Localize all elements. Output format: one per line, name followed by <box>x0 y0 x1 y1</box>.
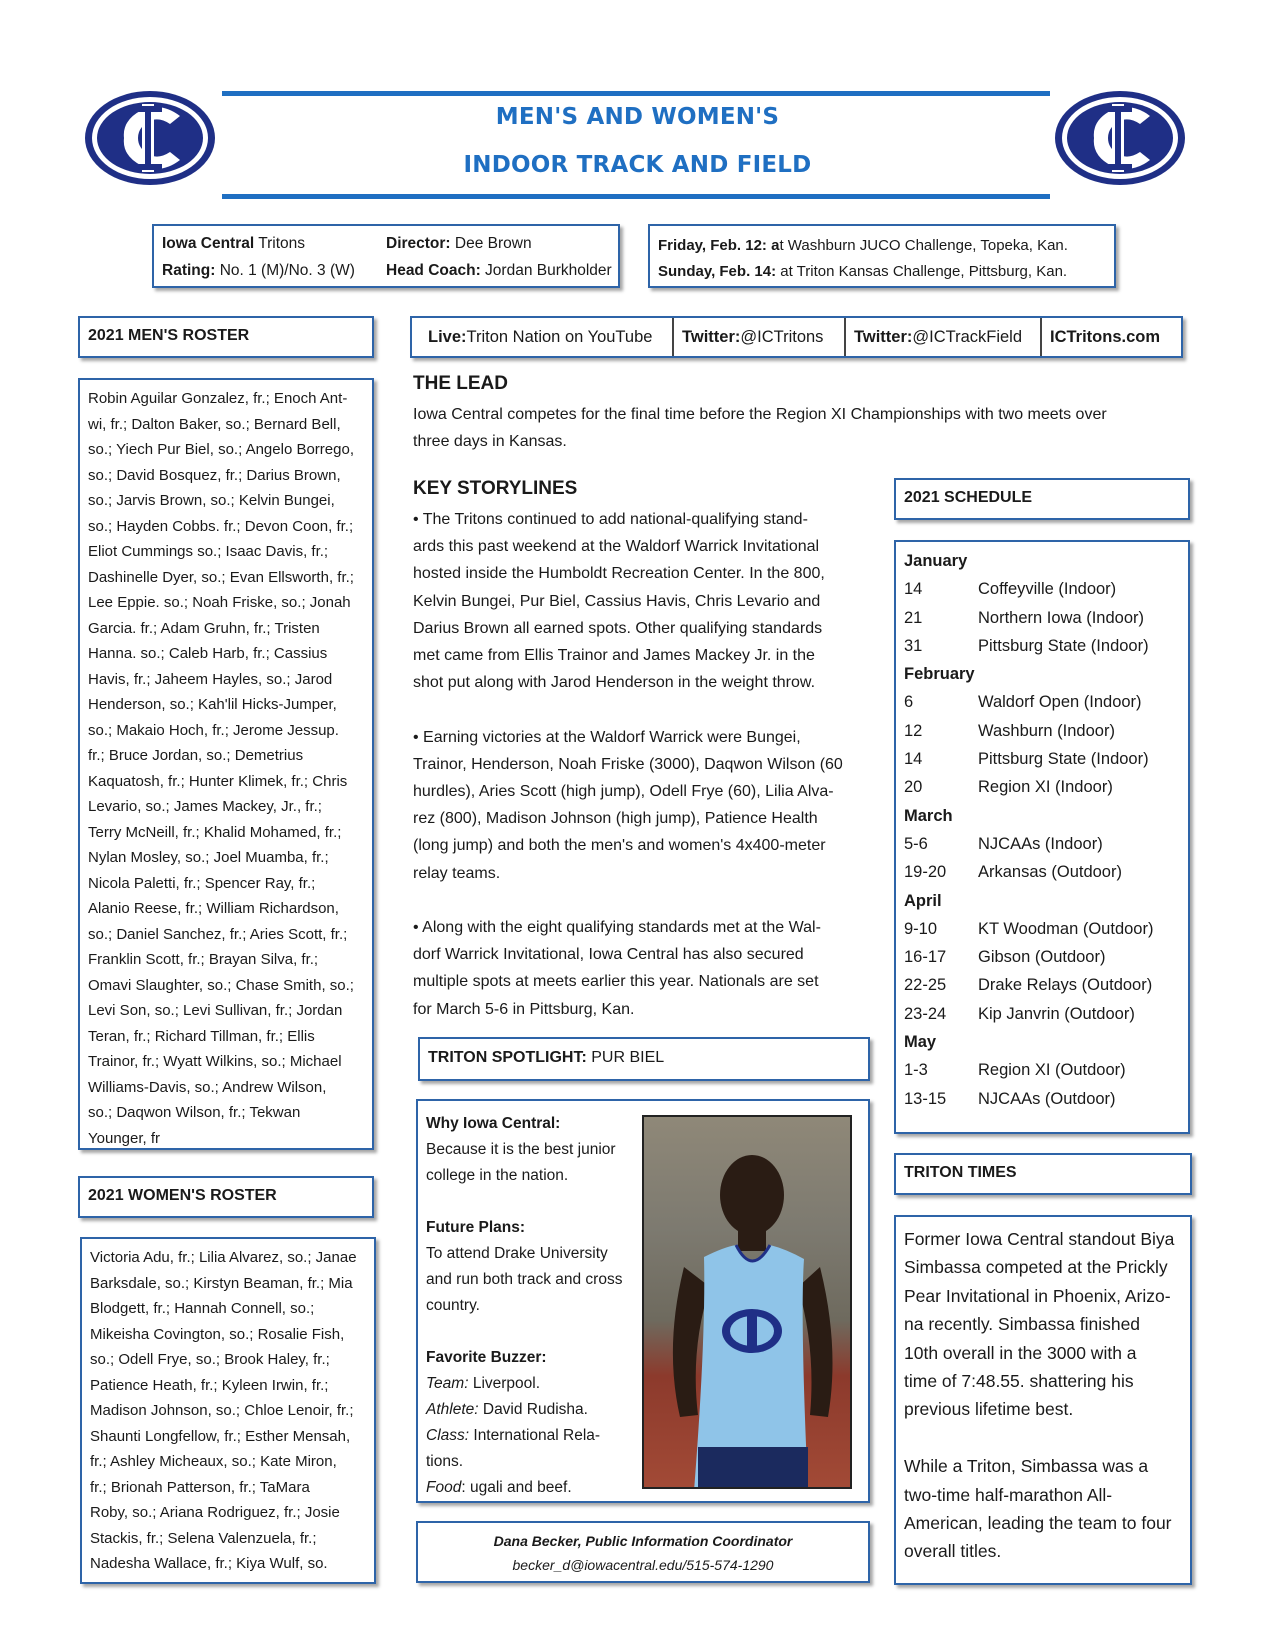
roster-line: Garcia. fr.; Adam Gruhn, fr.; Tristen <box>88 619 320 637</box>
team-head-coach: Head Coach: Jordan Burkholder <box>386 262 612 279</box>
schedule-event: KT Woodman (Outdoor) <box>978 919 1154 938</box>
schedule-event: Gibson (Outdoor) <box>978 948 1106 967</box>
plans-line: To attend Drake University <box>426 1245 608 1262</box>
schedule-month: January <box>904 552 968 570</box>
roster-line: Alanio Reese, fr.; William Richardson, <box>88 900 339 917</box>
roster-line: Barksdale, so.; Kirstyn Beaman, fr.; Mia <box>90 1274 353 1292</box>
roster-line: Levi Son, so.; Levi Sullivan, fr.; Jordan <box>88 1002 343 1019</box>
roster-line: fr.; Bruce Jordan, so.; Demetrius <box>88 747 304 764</box>
twitter-trackfield-link[interactable]: Twitter: @ICTrackField <box>854 327 1023 346</box>
times-header: TRITON TIMES <box>894 1153 1192 1195</box>
storylines-body <box>413 506 873 1023</box>
storyline-line: met came from Ellis Trainor and James Mackey Jr. in the <box>413 647 815 665</box>
times-line: 10th overall in the 3000 with a <box>904 1342 1137 1363</box>
team-director: Director: Dee Brown <box>386 235 532 252</box>
schedule-event: Pittsburg State (Indoor) <box>978 636 1149 655</box>
roster-line: Terry McNeill, fr.; Khalid Mohamed, fr.; <box>88 823 342 841</box>
buzzer-food: Food: ugali and beef. <box>426 1479 572 1496</box>
roster-line: so.; Yiech Pur Biel, so.; Angelo Borrego, <box>88 441 354 458</box>
roster-line: Kaquatosh, fr.; Hunter Klimek, fr.; Chris <box>88 772 348 790</box>
spotlight-body <box>416 1099 870 1503</box>
schedule-date: 22-25 <box>904 976 947 995</box>
header-rule-bottom <box>222 194 1050 199</box>
storyline-line: Trainor, Henderson, Noah Friske (3000), Daqwon Wilson (60 <box>413 755 843 773</box>
roster-line: Madison Johnson, so.; Chloe Lenoir, fr.; <box>90 1402 354 1419</box>
schedule-event: Washburn (Indoor) <box>978 721 1115 740</box>
schedule-row <box>904 858 1180 886</box>
storyline-line: Kelvin Bungei, Pur Biel, Cassius Havis, Chris Levario and <box>413 592 821 610</box>
contact-box <box>416 1521 870 1583</box>
roster-line: fr.; Brionah Patterson, fr.; TaMara <box>90 1478 310 1496</box>
lead-title: THE LEAD <box>413 373 508 394</box>
storyline-line: • Earning victories at the Waldorf Warrick were Bungei, <box>413 728 801 746</box>
buzzer-label: Favorite Buzzer: <box>426 1349 547 1366</box>
schedule-event: NJCAAs (Indoor) <box>978 834 1103 853</box>
schedule-row <box>904 943 1180 971</box>
plans-line: country. <box>426 1297 480 1314</box>
storyline-line: Darius Brown all earned spots. Other qualifying standards <box>413 619 823 637</box>
times-line: Former Iowa Central standout Biya <box>904 1229 1175 1249</box>
schedule-event: Coffeyville (Indoor) <box>978 580 1117 599</box>
storyline-line: dorf Warrick Invitational, Iowa Central has also secured <box>413 946 804 964</box>
spotlight-header: TRITON SPOTLIGHT: PUR BIEL <box>418 1037 870 1081</box>
roster-line: so.; Daqwon Wilson, fr.; Tekwan <box>88 1104 301 1121</box>
lead-body <box>413 401 1173 455</box>
roster-line: Lee Eppie. so.; Noah Friske, so.; Jonah <box>88 594 351 611</box>
header-rule-top <box>222 91 1050 96</box>
roster-line: Williams-Davis, so.; Andrew Wilson, <box>88 1078 327 1096</box>
schedule-row <box>904 830 1180 858</box>
roster-line: fr.; Ashley Micheaux, so.; Kate Miron, <box>90 1453 337 1470</box>
roster-line: Nylan Mosley, so.; Joel Muamba, fr.; <box>88 849 329 866</box>
storylines-title: KEY STORYLINES <box>413 478 578 499</box>
storyline-line: hosted inside the Humboldt Recreation Center. In the 800, <box>413 565 825 583</box>
schedule-event: Pittsburg State (Indoor) <box>978 750 1149 769</box>
storyline-line: (long jump) and both the men's and women's 4x400-meter <box>413 837 826 855</box>
event-friday: Friday, Feb. 12: at Washburn JUCO Challenge, Topeka, Kan. <box>658 237 1068 254</box>
schedule-date: 20 <box>904 778 923 797</box>
schedule-row <box>904 575 1180 603</box>
womens-roster-header: 2021 WOMEN'S ROSTER <box>78 1176 374 1218</box>
buzzer-team: Team: Liverpool. <box>426 1375 541 1392</box>
roster-line: Stackis, fr.; Selena Valenzuela, fr.; <box>90 1529 317 1547</box>
athlete-photo <box>642 1115 852 1489</box>
schedule-date: 21 <box>904 608 923 627</box>
social-divider <box>1040 318 1042 356</box>
storyline-line: shot put along with Jarod Henderson in the weight throw. <box>413 674 816 692</box>
times-line: Simbassa competed at the Prickly <box>904 1257 1168 1278</box>
times-line: While a Triton, Simbassa was a <box>904 1456 1149 1477</box>
storyline-line: • Along with the eight qualifying standards met at the Wal- <box>413 919 821 937</box>
times-line: overall titles. <box>904 1541 1002 1562</box>
lead-line: Iowa Central competes for the final time before the Region XI Championships with two meets over <box>413 406 1107 423</box>
roster-line: Mikeisha Covington, so.; Rosalie Fish, <box>90 1325 345 1343</box>
roster-line: Eliot Cummings so.; Isaac Davis, fr.; <box>88 543 329 560</box>
buzzer-class: Class: International Rela- <box>426 1427 601 1444</box>
schedule-date: 31 <box>904 636 923 655</box>
why-line: Because it is the best junior <box>426 1141 616 1158</box>
times-line: American, leading the team to four <box>904 1513 1172 1534</box>
storyline-line: ards this past weekend at the Waldorf Warrick Invitational <box>413 538 820 556</box>
roster-line: Nadesha Wallace, fr.; Kiya Wulf, so. <box>90 1555 328 1572</box>
times-line: time of 7:48.55. shattering his <box>904 1371 1134 1392</box>
schedule-date: 12 <box>904 721 923 740</box>
schedule-event: NJCAAs (Outdoor) <box>978 1089 1116 1108</box>
roster-line: so.; Daniel Sanchez, fr.; Aries Scott, fr.; <box>88 925 348 943</box>
times-line: two-time half-marathon All- <box>904 1484 1113 1505</box>
roster-line: Levario, so.; James Mackey, Jr., fr.; <box>88 798 322 815</box>
times-line: previous lifetime best. <box>904 1399 1074 1420</box>
plans-line: and run both track and cross <box>426 1271 623 1288</box>
mens-roster-list <box>78 378 374 1150</box>
buzzer-class-cont: tions. <box>426 1453 464 1470</box>
schedule-row <box>904 915 1180 943</box>
schedule-date: 5-6 <box>904 834 928 853</box>
schedule-month: March <box>904 806 953 825</box>
storyline-line: hurdles), Aries Scott (high jump), Odell Frye (60), Lilia Alva- <box>413 783 834 801</box>
contact-details[interactable]: becker_d@iowacentral.edu/515-574-1290 <box>512 1557 774 1573</box>
schedule-row <box>904 604 1180 632</box>
schedule-date: 13-15 <box>904 1089 947 1108</box>
roster-line: Roby, so.; Ariana Rodriguez, fr.; Josie <box>90 1504 340 1521</box>
schedule-date: 14 <box>904 580 923 599</box>
roster-line: so.; David Bosquez, fr.; Darius Brown, <box>88 466 341 484</box>
mens-roster-header: 2021 MEN'S ROSTER <box>78 316 374 358</box>
roster-line: Trainor, fr.; Wyatt Wilkins, so.; Michael <box>88 1053 342 1070</box>
times-body <box>894 1215 1192 1585</box>
schedule-row <box>904 1000 1180 1028</box>
roster-line: Victoria Adu, fr.; Lilia Alvarez, so.; Janae <box>90 1249 357 1266</box>
schedule-event: Arkansas (Outdoor) <box>978 863 1122 882</box>
schedule-row <box>904 773 1180 801</box>
storyline-line: for March 5-6 in Pittsburg, Kan. <box>413 1000 635 1018</box>
roster-line: Dashinelle Dyer, so.; Evan Ellsworth, fr.; <box>88 568 354 586</box>
schedule-date: 9-10 <box>904 919 938 938</box>
roster-line: Robin Aguilar Gonzalez, fr.; Enoch Ant- <box>88 390 348 407</box>
schedule-row <box>904 1085 1180 1113</box>
schedule-row <box>904 745 1180 773</box>
roster-line: Shaunti Longfellow, fr.; Esther Mensah, <box>90 1427 351 1445</box>
team-info-box <box>152 224 620 288</box>
schedule-event: Kip Janvrin (Outdoor) <box>978 1004 1135 1023</box>
schedule-date: 16-17 <box>904 948 947 967</box>
why-line: college in the nation. <box>426 1167 569 1184</box>
storyline-line: multiple spots at meets earlier this year. Nationals are set <box>413 973 819 991</box>
schedule-header: 2021 SCHEDULE <box>894 478 1190 520</box>
roster-line: so.; Jarvis Brown, so.; Kelvin Bungei, <box>88 492 335 509</box>
website-link[interactable]: ICTritons.com <box>1050 327 1161 346</box>
schedule-event: Region XI (Outdoor) <box>978 1061 1126 1080</box>
roster-line: wi, fr.; Dalton Baker, so.; Bernard Bell, <box>88 415 341 433</box>
schedule-date: 23-24 <box>904 1004 947 1023</box>
schedule-event: Region XI (Indoor) <box>978 778 1113 797</box>
roster-line: Hanna. so.; Caleb Harb, fr.; Cassius <box>88 645 328 662</box>
schedule-row <box>904 632 1180 660</box>
schedule-list <box>894 540 1190 1134</box>
event-sunday: Sunday, Feb. 14: at Triton Kansas Challenge, Pittsburg, Kan. <box>658 263 1068 280</box>
roster-line: Blodgett, fr.; Hannah Connell, so.; <box>90 1300 315 1317</box>
social-bar <box>410 316 1183 358</box>
contact-name: Dana Becker, Public Information Coordinator <box>493 1533 793 1549</box>
storyline-line: • The Tritons continued to add national-qualifying stand- <box>413 511 808 528</box>
roster-line: Patience Heath, fr.; Kyleen Irwin, fr.; <box>90 1376 329 1394</box>
roster-line: Henderson, so.; Kah'lil Hicks-Jumper, <box>88 696 337 713</box>
buzzer-athlete: Athlete: David Rudisha. <box>426 1401 588 1418</box>
schedule-row <box>904 717 1180 745</box>
roster-line: so.; Hayden Cobbs. fr.; Devon Coon, fr.; <box>88 517 354 535</box>
twitter-tritons-link[interactable]: Twitter: @ICTritons <box>682 327 824 346</box>
events-box <box>648 224 1116 288</box>
roster-line: Franklin Scott, fr.; Brayan Silva, fr.; <box>88 951 319 968</box>
why-label: Why Iowa Central: <box>426 1115 561 1132</box>
schedule-row <box>904 688 1180 716</box>
page-title-line1: MEN'S AND WOMEN'S <box>495 104 780 130</box>
roster-line: Teran, fr.; Richard Tillman, fr.; Ellis <box>88 1027 315 1045</box>
schedule-month: February <box>904 665 975 684</box>
plans-label: Future Plans: <box>426 1219 526 1236</box>
social-divider <box>672 318 674 356</box>
roster-line: Nicola Paletti, fr.; Spencer Ray, fr.; <box>88 874 316 892</box>
schedule-event: Drake Relays (Outdoor) <box>978 976 1153 995</box>
schedule-month: April <box>904 891 942 910</box>
schedule-event: Waldorf Open (Indoor) <box>978 693 1142 712</box>
schedule-date: 19-20 <box>904 863 947 882</box>
times-line: Pear Invitational in Phoenix, Arizo- <box>904 1285 1171 1306</box>
page-title-line2: INDOOR TRACK AND FIELD <box>463 152 812 178</box>
live-link[interactable]: Live: Triton Nation on YouTube <box>428 327 653 346</box>
times-line: na recently. Simbassa finished <box>904 1314 1141 1335</box>
storyline-line: rez (800), Madison Johnson (high jump), Patience Health <box>413 810 818 828</box>
schedule-row <box>904 1056 1180 1084</box>
social-divider <box>844 318 846 356</box>
team-name: Iowa Central Tritons <box>162 235 305 252</box>
storyline-line: relay teams. <box>413 864 501 882</box>
roster-line: so.; Odell Frye, so.; Brook Haley, fr.; <box>90 1351 330 1368</box>
lead-line: three days in Kansas. <box>413 433 567 451</box>
schedule-event: Northern Iowa (Indoor) <box>978 608 1144 627</box>
schedule-date: 1-3 <box>904 1061 928 1080</box>
schedule-month: May <box>904 1033 937 1052</box>
roster-line: so.; Makaio Hoch, fr.; Jerome Jessup. <box>88 721 339 739</box>
womens-roster-list <box>80 1237 376 1584</box>
roster-line: Younger, fr <box>88 1129 161 1147</box>
roster-line: Havis, fr.; Jaheem Hayles, so.; Jarod <box>88 670 333 688</box>
schedule-row <box>904 971 1180 999</box>
team-rating: Rating: No. 1 (M)/No. 3 (W) <box>162 262 355 279</box>
roster-line: Omavi Slaughter, so.; Chase Smith, so.; <box>88 976 354 994</box>
schedule-date: 14 <box>904 750 923 769</box>
schedule-date: 6 <box>904 693 914 712</box>
